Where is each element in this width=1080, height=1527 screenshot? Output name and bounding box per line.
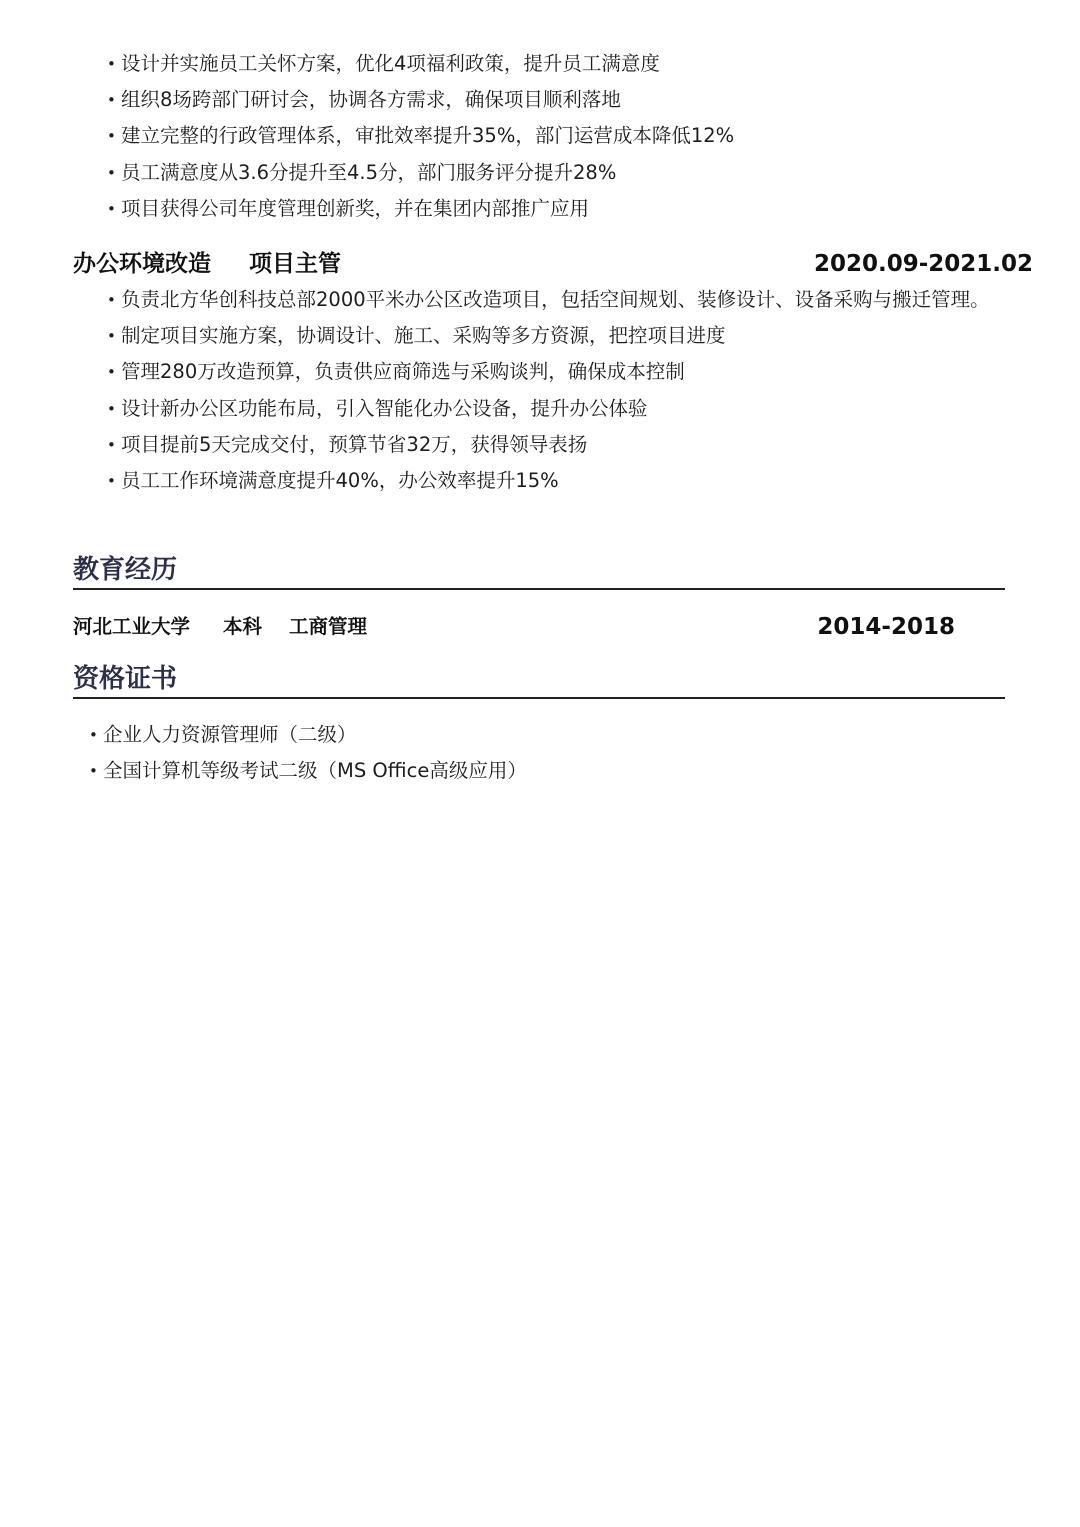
bullet-dot: • <box>107 327 116 346</box>
project-date: 2020.09-2021.02 <box>813 251 1033 277</box>
bullet-dot: • <box>89 762 98 781</box>
bullet-text: 员工工作环境满意度提升40%，办公效率提升15% <box>121 469 559 493</box>
list-item <box>107 354 1007 390</box>
project-title: 办公环境改造 <box>73 251 211 277</box>
section-divider <box>73 588 1005 590</box>
bullet-dot: • <box>107 399 116 418</box>
bullet-dot: • <box>107 472 116 491</box>
bullet-dot: • <box>107 199 116 218</box>
certificate-text: 全国计算机等级考试二级（MS Office高级应用） <box>103 759 527 783</box>
list-item <box>107 427 1007 463</box>
education-section-title: 教育经历 <box>73 555 178 585</box>
list-item <box>107 391 1007 427</box>
bullet-text: 组织8场跨部门研讨会，协调各方需求，确保项目顺利落地 <box>121 88 621 112</box>
project-header <box>73 244 1033 284</box>
list-item <box>107 118 734 154</box>
list-item <box>107 318 1007 354</box>
school-name: 河北工业大学 <box>73 615 191 638</box>
list-item <box>107 463 1007 499</box>
bullet-text: 建立完整的行政管理体系，审批效率提升35%，部门运营成本降低12% <box>121 124 735 148</box>
bullet-dot: • <box>107 435 116 454</box>
certificates-section-title: 资格证书 <box>73 664 178 694</box>
bullet-text: 项目提前5天完成交付，预算节省32万，获得领导表扬 <box>121 432 588 456</box>
bullet-dot: • <box>89 726 98 744</box>
project-bullet-list <box>107 282 1007 499</box>
bullet-text: 管理280万改造预算，负责供应商筛选与采购谈判，确保成本控制 <box>121 360 685 384</box>
bullet-text: 负责北方华创科技总部2000平米办公区改造项目，包括空间规划、装修设计、设备采购与搬迁管理。 <box>121 288 990 311</box>
bullet-text: 设计新办公区功能布局，引入智能化办公设备，提升办公体验 <box>121 396 648 420</box>
certificate-list <box>89 717 527 789</box>
degree: 本科 <box>223 615 263 638</box>
bullet-dot: • <box>107 55 116 73</box>
bullet-text: 项目获得公司年度管理创新奖，并在集团内部推广应用 <box>121 196 590 220</box>
education-entry <box>73 609 955 645</box>
list-item <box>89 753 527 789</box>
list-item <box>89 717 527 753</box>
bullet-dot: • <box>107 291 116 309</box>
bullet-dot: • <box>107 91 116 110</box>
bullet-text: 员工满意度从3.6分提升至4.5分，部门服务评分提升28% <box>121 160 617 184</box>
experience-bullet-list <box>107 46 734 227</box>
list-item <box>107 155 734 191</box>
bullet-dot: • <box>107 363 116 382</box>
bullet-text: 设计并实施员工关怀方案，优化4项福利政策，提升员工满意度 <box>121 52 660 75</box>
major: 工商管理 <box>289 615 368 638</box>
list-item <box>107 282 1007 318</box>
list-item <box>107 82 734 118</box>
certificate-text: 企业人力资源管理师（二级） <box>103 723 357 746</box>
section-divider <box>73 697 1005 699</box>
bullet-dot: • <box>107 127 116 146</box>
list-item <box>107 191 734 227</box>
education-date: 2014-2018 <box>817 614 955 640</box>
bullet-text: 制定项目实施方案，协调设计、施工、采购等多方资源，把控项目进度 <box>121 324 726 348</box>
bullet-dot: • <box>107 163 116 182</box>
project-role: 项目主管 <box>249 251 341 277</box>
list-item <box>107 46 734 82</box>
